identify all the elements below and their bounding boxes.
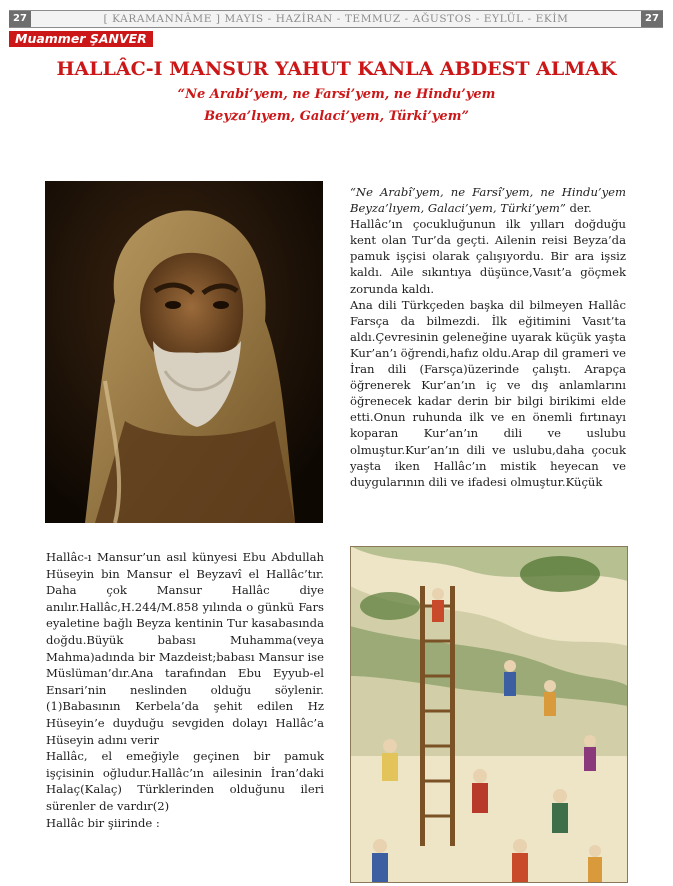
opening-quote-paragraph bbox=[350, 184, 626, 216]
subtitle-line-2: Beyza’lıyem, Galaci’yem, Türki’yem” bbox=[204, 109, 469, 124]
miniature-illustration bbox=[350, 546, 628, 883]
portrait-illustration bbox=[45, 181, 323, 523]
page-number-right: 27 bbox=[641, 11, 663, 27]
paragraph: Hallâc’ın çocukluğunun ilk yılları doğduğu kent olan Tur’da geçti. Ailenin reisi Beyza’da pamuk işçisi olarak çalışıyordu. Bir ara işsiz kaldı. Aile sıkıntıya düşünce,Vasıt’a göçmek zorunda kaldı. bbox=[350, 217, 626, 296]
paragraph: Hallâc bir şiirinde : bbox=[46, 815, 160, 830]
paragraph: Hallâc, el emeğiyle geçinen bir pamuk işçisinin oğludur.Hallâc’ın ailesinin İran’daki Halaç(Kalaç) Türklerinden olduğunu ileri sürenler de vardır(2) bbox=[46, 749, 324, 813]
subtitle-line-1: “Ne Arabi’yem, ne Farsi’yem, ne Hindu’yem bbox=[177, 87, 496, 102]
portrait-photo-icon bbox=[45, 181, 323, 523]
running-title: [ KARAMANNÂME ] MAYIS - HAZİRAN - TEMMUZ - AĞUSTOS - EYLÜL - EKİM bbox=[103, 13, 569, 25]
miniature-painting-icon bbox=[350, 546, 628, 883]
author-name: Muammer ŞANVER bbox=[9, 31, 153, 47]
page-number-left: 27 bbox=[9, 11, 31, 27]
left-column bbox=[46, 549, 324, 831]
paragraph: Ana dili Türkçeden başka dil bilmeyen Hallâc Farsça da bilmezdi. İlk eğitimini Vasıt’ta aldı.Çevresinin geleneğine uyarak küçük yaşta Kur’an’ı öğrendi,hafız oldu.Arap dil grameri ve İran dili (Farsça)üzerinde çalıştı. Arapça öğrenerek Kur’an’ın iç ve dış anlamlarını öğrenecek kadar derin bir bilgi birikimi elde etti.Onun ruhunda ilk ve en önemli fırtınayı koparan Kur’an’ın dili ve uslubu olmuştur.Kur’an’ın dili ve uslubu,daha çocuk yaşta iken Hallâc’ın mistik heyecan ve duygularının dili ve ifadesi olmuştur.Küçük bbox=[350, 297, 626, 489]
running-header bbox=[9, 10, 663, 28]
article-title: HALLÂC-I MANSUR YAHUT KANLA ABDEST ALMAK bbox=[56, 58, 617, 80]
quote-suffix: der. bbox=[565, 201, 592, 216]
article-subtitle bbox=[140, 84, 533, 128]
opening-quote: “Ne Arabî’yem, ne Farsî’yem, ne Hindu’yem Beyza’lıyem, Galaci’yem, Türki’yem” bbox=[350, 185, 626, 216]
right-column bbox=[350, 184, 626, 490]
paragraph: Hallâc-ı Mansur’un asıl künyesi Ebu Abdullah Hüseyin bin Mansur el Beyzavî el Hallâc’tır. Daha çok Mansur Hallâc diye anılır.Hallâc,H.244/M.858 yılında o günkü Fars eyaletine bağlı Beyza kentinin Tur kasabasında doğdu.Büyük babası Muhamma(veya Mahma)adında bir Mazdeist;babası Mansur ise Müslüman’dır.Ana tarafından Ebu Eyyub-el Ensari’nin neslinden olduğu söylenir.(1)Babasının Kerbela’da şehit edilen Hz Hüseyin’e duyduğu sevgiden dolayı Hallâc’a Hüseyin adını verir bbox=[46, 550, 324, 747]
